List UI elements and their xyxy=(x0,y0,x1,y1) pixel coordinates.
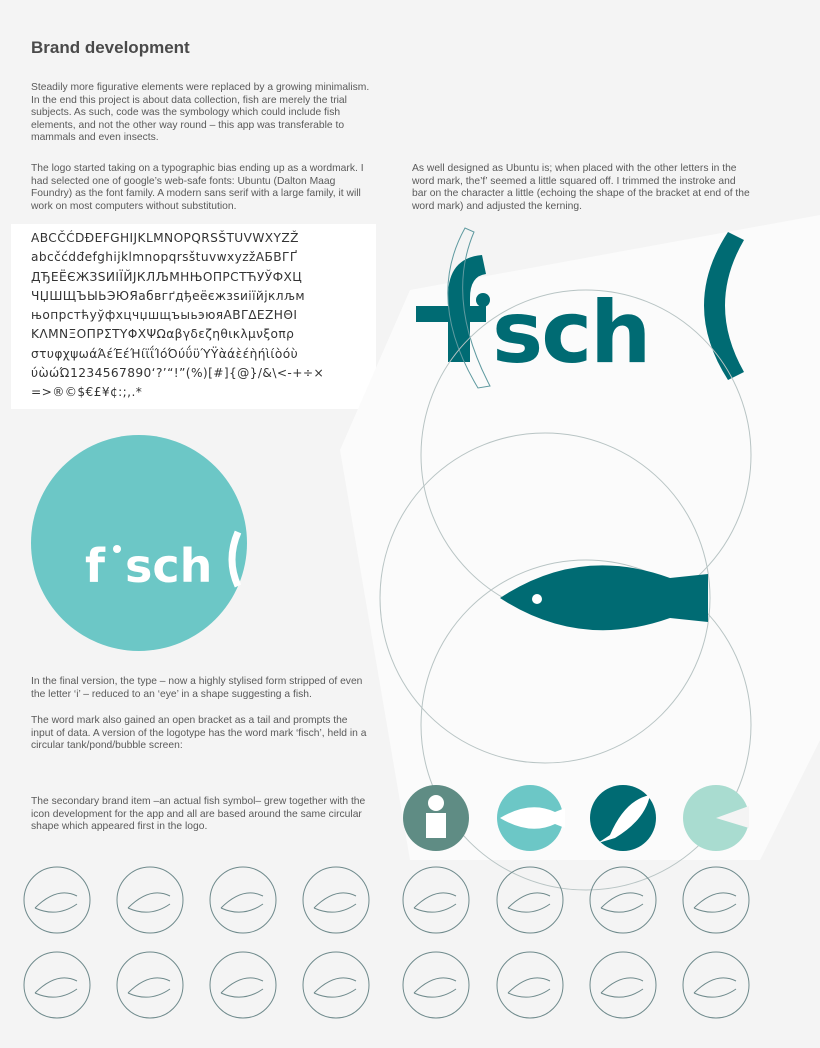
outline-icon xyxy=(403,952,469,1018)
logo-font-paragraph: The logo started taking on a typographic bias ending up as a wordmark. I had selected one of google’s web-safe fonts: Ubuntu (Dalton Maag Foundry) as the font family. A modern sans serif with a large family, it will work on most computers without substitution. xyxy=(31,163,364,212)
fish-outline-icon xyxy=(35,893,77,912)
outline-icon xyxy=(117,952,183,1018)
specimen-line: ABCČĆDĐEFGHIJKLMNOPQRSŠTUVWXYZŽ xyxy=(31,231,299,245)
fish-outline-icon xyxy=(35,978,77,997)
svg-text:sch: sch xyxy=(125,539,213,593)
outline-icon xyxy=(117,867,183,933)
fish-outline-icon xyxy=(414,978,456,997)
outline-icon xyxy=(683,952,749,1018)
fish-outline-icon xyxy=(508,893,550,912)
outline-icon xyxy=(590,952,656,1018)
specimen-line: ДЂЕЁЄЖЗЅИІЇЙЈКЛЉМНЊОПРСТЋУЎФХЦ xyxy=(31,269,303,284)
outline-icon xyxy=(303,867,369,933)
fish-outline-icon xyxy=(414,893,456,912)
outline-icon xyxy=(590,867,656,933)
outline-icon xyxy=(210,952,276,1018)
kerning-paragraph: As well designed as Ubuntu is; when placed with the other letters in the word mark, the’f’ seemed a little squared off. I trimmed the instroke and bar on the character a little (echoing the shape of the bracket at end of the word mark) and adjusted the kerning. xyxy=(412,163,750,212)
circle-logo xyxy=(31,435,247,651)
fish-outline-icon xyxy=(601,893,643,912)
outline-icon-grid xyxy=(24,867,749,1018)
fish-outline-icon xyxy=(694,978,736,997)
specimen-line: =>®©$€£¥¢:;,.* xyxy=(31,385,143,400)
fish-outline-icon xyxy=(128,893,170,912)
page-title: Brand development xyxy=(31,38,190,57)
outline-icon xyxy=(497,867,563,933)
fish-outline-icon xyxy=(508,978,550,997)
final-version-paragraph: In the final version, the type – now a highly stylised form stripped of even the letter ‘i’ – reduced to an ‘eye’ in a shape suggesting a fish. xyxy=(31,676,363,700)
specimen-line: ЧЏШЩЪЫЬЭЮЯабвгґдђеёєжзѕиіїйјклљм xyxy=(31,288,305,303)
intro-paragraph: Steadily more figurative elements were replaced by a growing minimalism. In the end this project is about data collection, fish are merely the trial subjects. As such, code was the symbology which could include fish elements, and not the other way round – this app was transferable to mammals and even insects. xyxy=(31,82,370,144)
fish-outline-icon xyxy=(314,893,356,912)
outline-icon xyxy=(24,952,90,1018)
outline-icon xyxy=(210,867,276,933)
fish-outline-icon xyxy=(221,978,263,997)
outline-icon xyxy=(683,867,749,933)
fish-outline-icon xyxy=(694,893,736,912)
specimen-line: ΚΛΜΝΞΟΠΡΣΤΥΦΧΨΩαβγδεζηθικλμνξοπρ xyxy=(31,327,295,342)
outline-icon xyxy=(497,952,563,1018)
specimen-line: στυφχψωάΆέΈέΉίϊΐΊόΌύΰϋΎΫὰάὲέὴήὶίὸόὺ xyxy=(31,346,299,361)
svg-text:sch: sch xyxy=(492,283,650,383)
specimen-line: ύὼώΏ1234567890‘?’“!”(%)[#]{@}/&\<-+÷× xyxy=(31,366,325,381)
secondary-paragraph: The secondary brand item –an actual fish symbol– grew together with the icon development for the app and all are based around the same circular shape which appeared first in the logo. xyxy=(31,796,366,833)
specimen-line: abcčćdđefghijklmnopqrsštuvwxyzžАБВГҐ xyxy=(31,250,298,265)
outline-icon xyxy=(403,867,469,933)
fish-outline-icon xyxy=(221,893,263,912)
outline-icon xyxy=(24,867,90,933)
svg-text:f: f xyxy=(85,539,106,593)
fish-outline-icon xyxy=(314,978,356,997)
outline-icon xyxy=(303,952,369,1018)
fish-outline-icon xyxy=(128,978,170,997)
specimen-line: њопрстћуўфхцчџшщъыьэюяΑΒΓΔΕΖΗΘΙ xyxy=(31,308,298,323)
bracket-paragraph: The word mark also gained an open bracket as a tail and prompts the input of data. A version of the logotype has the word mark ‘fisch’, held in a circular tank/pond/bubble screen: xyxy=(31,715,367,752)
fish-outline-icon xyxy=(601,978,643,997)
